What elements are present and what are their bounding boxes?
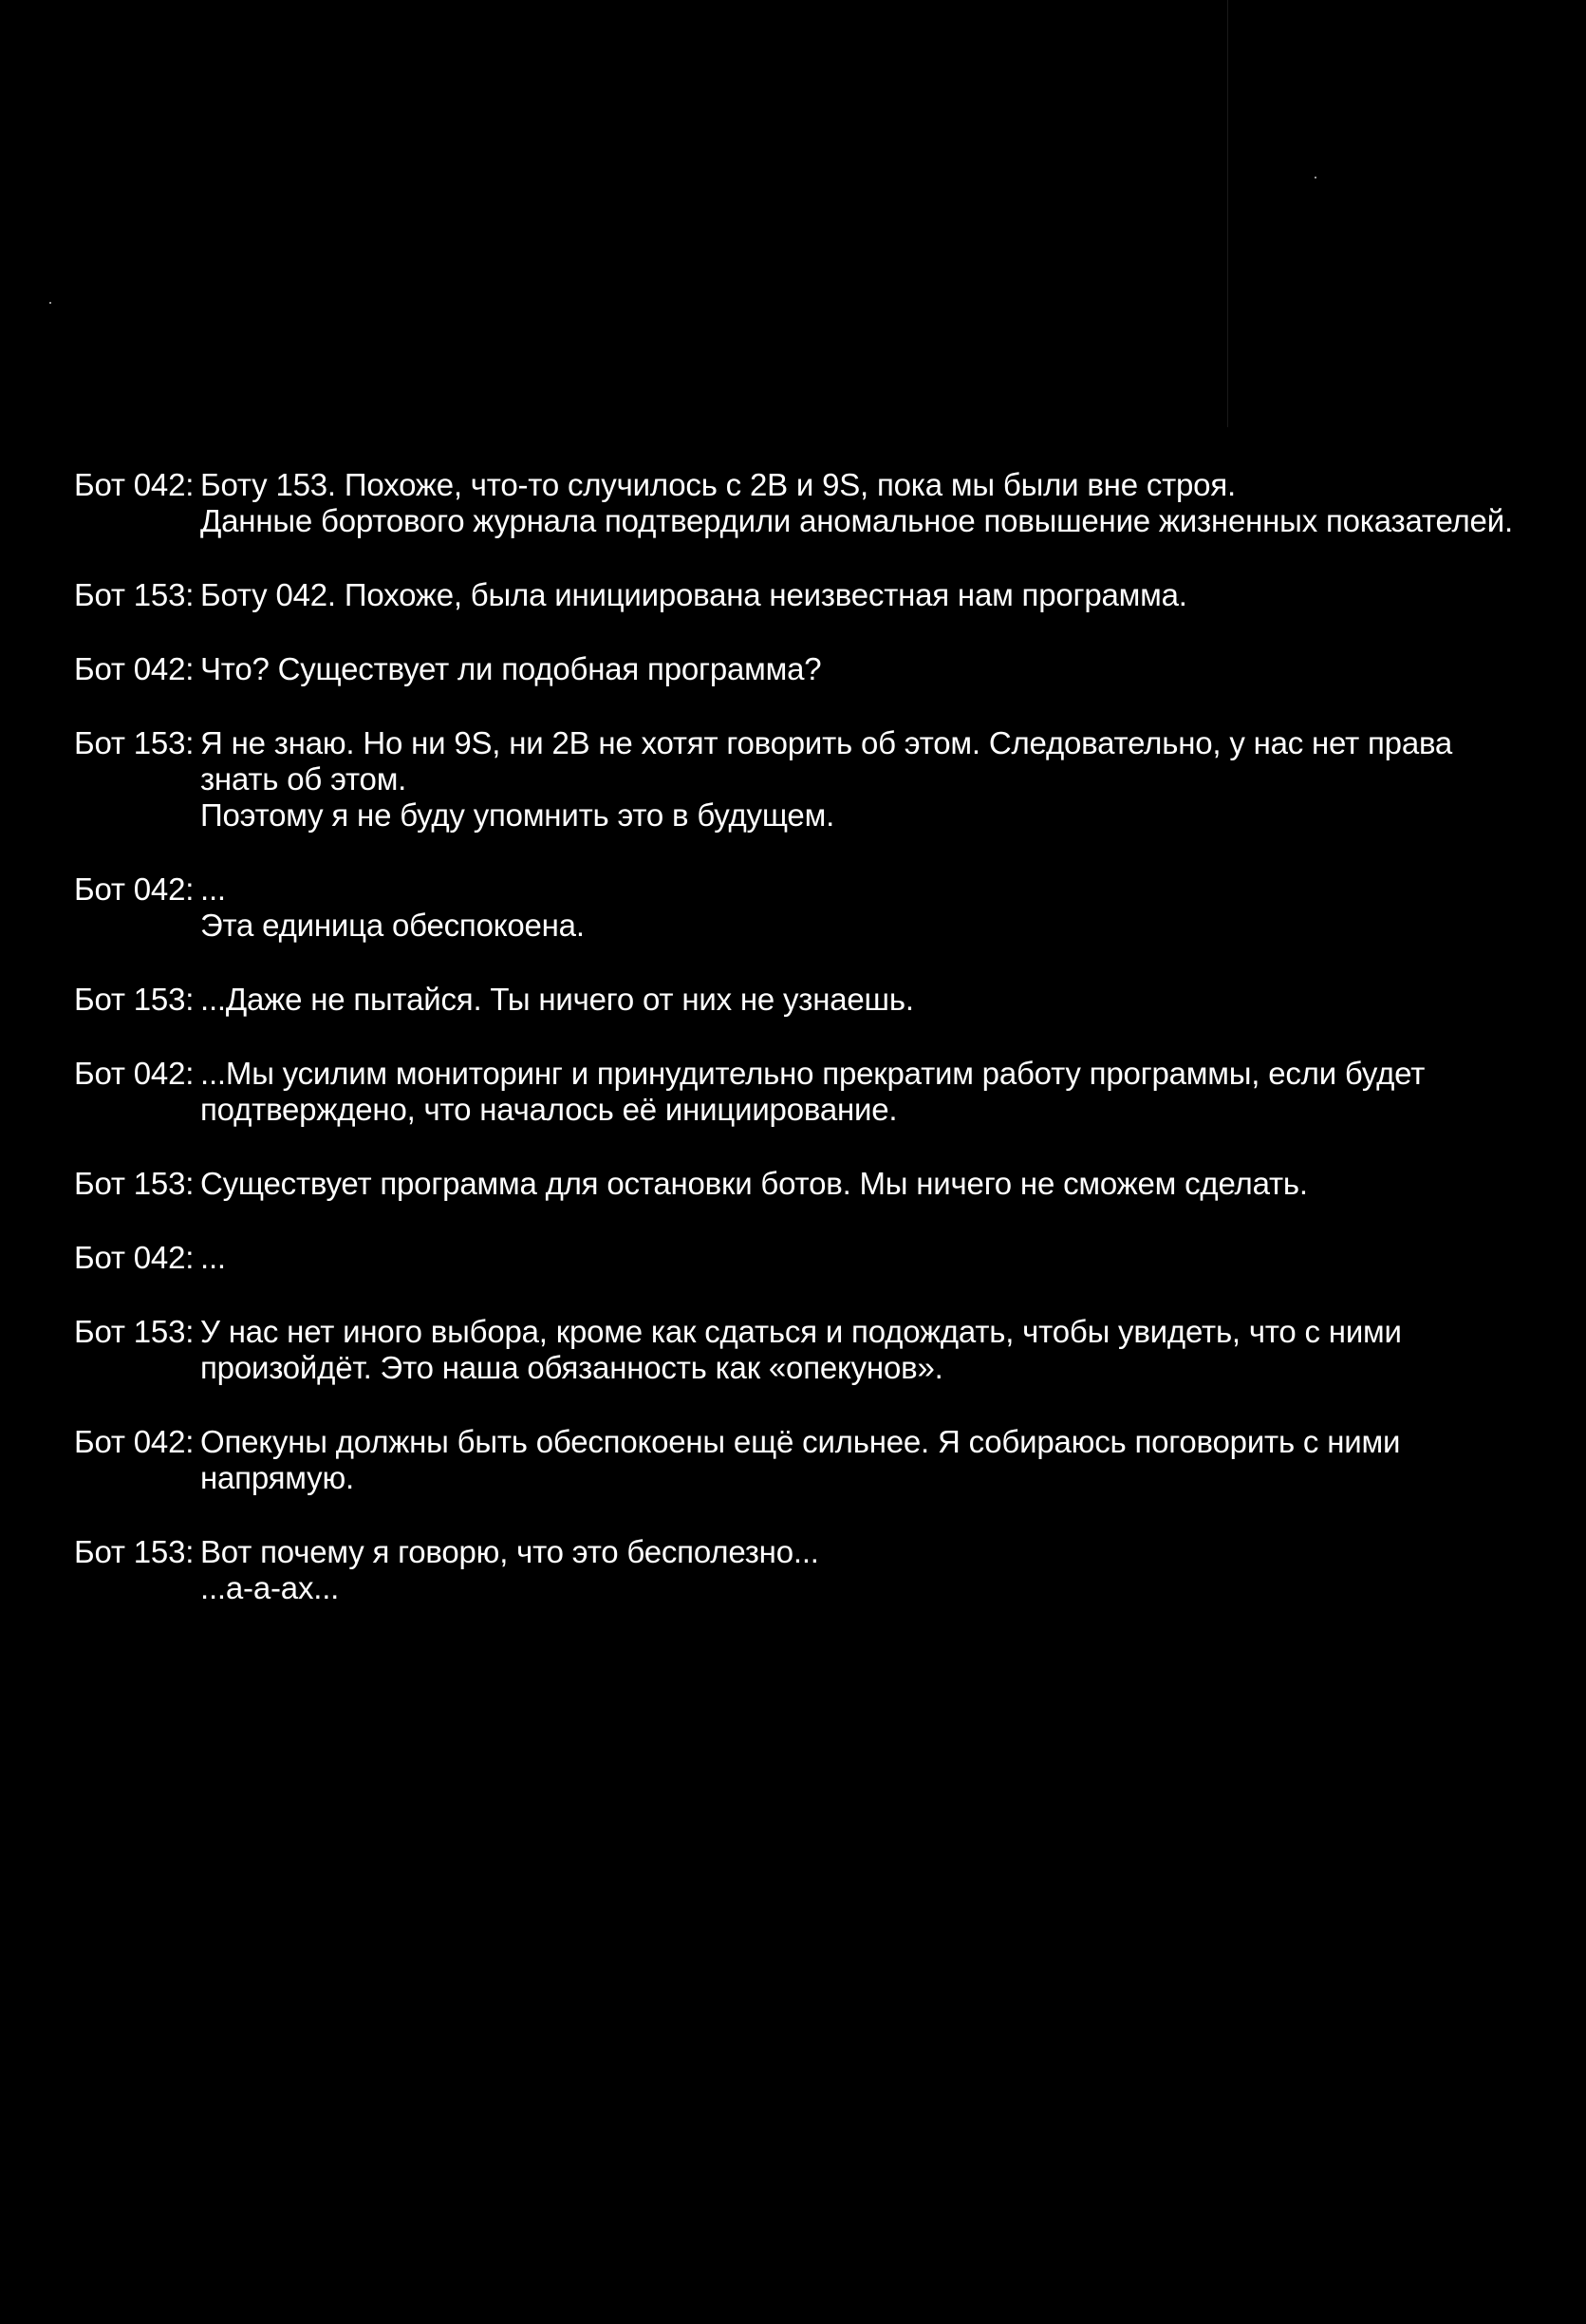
dialogue-entry bbox=[74, 577, 1536, 613]
speaker-label: Бот 042: bbox=[74, 872, 195, 907]
dialogue-entry bbox=[74, 1314, 1536, 1386]
dialogue-line: произойдёт. Это наша обязанность как «опекунов». bbox=[200, 1350, 943, 1385]
dialogue-entry bbox=[74, 1166, 1536, 1202]
dialogue-line: Эта единица обеспокоена. bbox=[200, 908, 585, 943]
speaker-label: Бот 153: bbox=[74, 1314, 195, 1349]
dialogue-line: напрямую. bbox=[200, 1460, 354, 1495]
dialogue-line: Опекуны должны быть обеспокоены ещё сильнее. Я собираюсь поговорить с ними bbox=[200, 1424, 1401, 1459]
scan-edge-line bbox=[1227, 0, 1228, 427]
dialogue-line: Что? Существует ли подобная программа? bbox=[200, 651, 822, 686]
dialogue-entry bbox=[74, 1240, 1536, 1276]
dialogue-transcript bbox=[74, 467, 1536, 1644]
dialogue-line: Боту 153. Похоже, что-то случилось с 2B и 9S, пока мы были вне строя. bbox=[200, 467, 1236, 502]
dialogue-entry bbox=[74, 1534, 1536, 1606]
dialogue-line: ...Мы усилим мониторинг и принудительно прекратим работу программы, если будет bbox=[200, 1056, 1426, 1091]
dialogue-lines bbox=[200, 1056, 1536, 1128]
dialogue-entry bbox=[74, 725, 1536, 834]
dialogue-lines bbox=[200, 467, 1536, 539]
speaker-label: Бот 153: bbox=[74, 577, 195, 612]
dialogue-line: знать об этом. bbox=[200, 761, 407, 797]
dialogue-line: Данные бортового журнала подтвердили аномальное повышение жизненных показателей. bbox=[200, 503, 1513, 538]
dialogue-lines bbox=[200, 1166, 1536, 1202]
dialogue-lines bbox=[200, 1534, 1536, 1606]
dialogue-line: Поэтому я не буду упомнить это в будущем. bbox=[200, 797, 835, 833]
dialogue-line: ... bbox=[200, 872, 226, 907]
dialogue-lines bbox=[200, 651, 1536, 687]
dialogue-entry bbox=[74, 1424, 1536, 1496]
dialogue-lines bbox=[200, 1424, 1536, 1496]
dialogue-lines bbox=[200, 1314, 1536, 1386]
dialogue-lines bbox=[200, 1240, 1536, 1276]
scan-speck bbox=[49, 302, 51, 304]
dialogue-lines bbox=[200, 725, 1536, 834]
speaker-label: Бот 042: bbox=[74, 1240, 195, 1275]
speaker-label: Бот 042: bbox=[74, 467, 195, 502]
dialogue-line: У нас нет иного выбора, кроме как сдаться и подождать, чтобы увидеть, что с ними bbox=[200, 1314, 1402, 1349]
dialogue-line: ...а-а-ах... bbox=[200, 1570, 340, 1605]
dialogue-line: ... bbox=[200, 1240, 226, 1275]
dialogue-entry bbox=[74, 872, 1536, 944]
speaker-label: Бот 153: bbox=[74, 1166, 195, 1201]
dialogue-lines bbox=[200, 872, 1536, 944]
dialogue-line: подтверждено, что началось её инициирование. bbox=[200, 1092, 898, 1127]
dialogue-lines bbox=[200, 577, 1536, 613]
speaker-label: Бот 153: bbox=[74, 725, 195, 760]
dialogue-line: Существует программа для остановки ботов. Мы ничего не сможем сделать. bbox=[200, 1166, 1308, 1201]
dialogue-line: Я не знаю. Но ни 9S, ни 2B не хотят говорить об этом. Следовательно, у нас нет права bbox=[200, 725, 1453, 760]
speaker-label: Бот 153: bbox=[74, 1534, 195, 1569]
dialogue-entry bbox=[74, 1056, 1536, 1128]
dialogue-entry bbox=[74, 982, 1536, 1018]
dialogue-line: Боту 042. Похоже, была инициирована неизвестная нам программа. bbox=[200, 577, 1187, 612]
speaker-label: Бот 153: bbox=[74, 982, 195, 1017]
speaker-label: Бот 042: bbox=[74, 1056, 195, 1091]
speaker-label: Бот 042: bbox=[74, 651, 195, 686]
dialogue-line: Вот почему я говорю, что это бесполезно... bbox=[200, 1534, 819, 1569]
dialogue-entry bbox=[74, 467, 1536, 539]
speaker-label: Бот 042: bbox=[74, 1424, 195, 1459]
scan-speck bbox=[1315, 177, 1316, 178]
dialogue-entry bbox=[74, 651, 1536, 687]
dialogue-lines bbox=[200, 982, 1536, 1018]
dialogue-line: ...Даже не пытайся. Ты ничего от них не узнаешь. bbox=[200, 982, 914, 1017]
